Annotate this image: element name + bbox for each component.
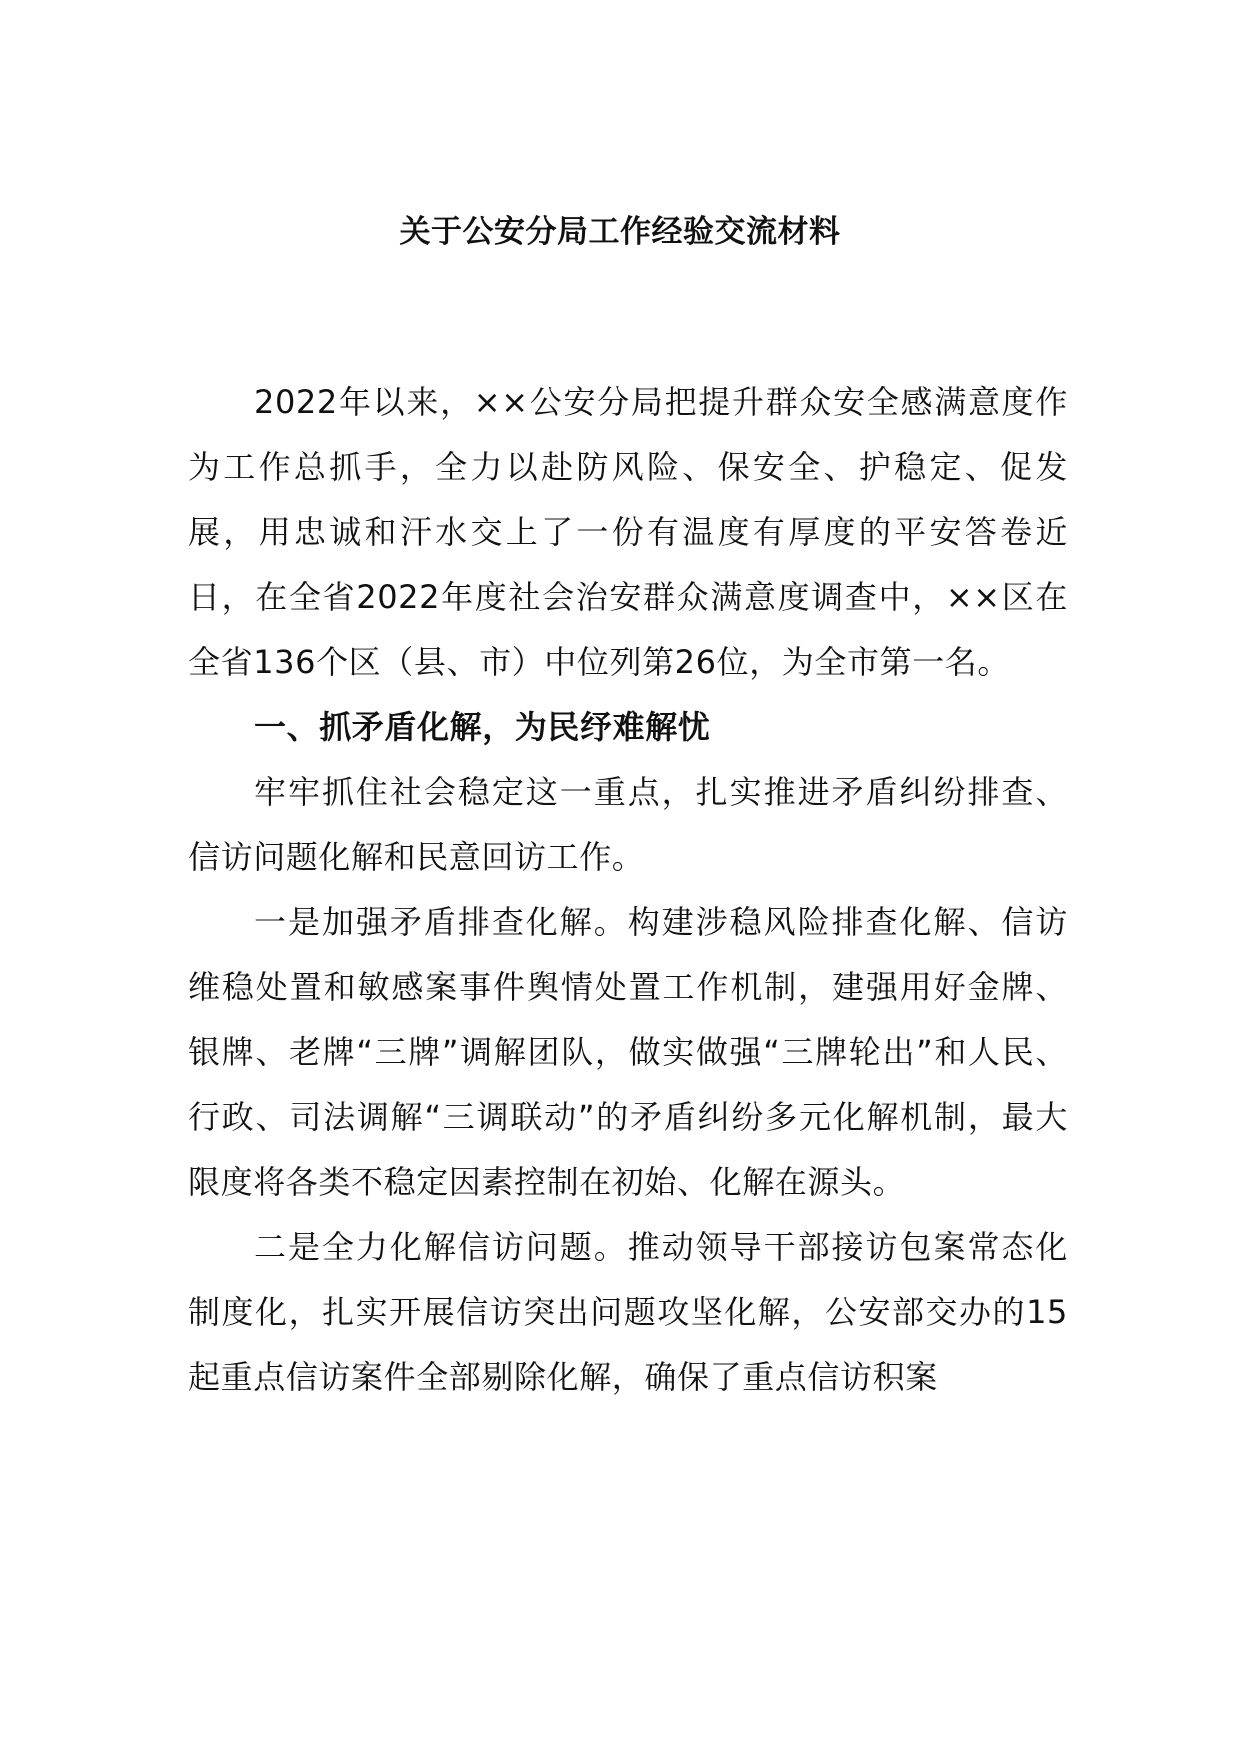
section-1-point-1: 一是加强矛盾排查化解。构建涉稳风险排查化解、信访维稳处置和敏感案事件舆情处置工作机制，建强用好金牌、银牌、老牌“三牌”调解团队，做实做强“三牌轮出”和人民、行政、司法调解“三调联动”的矛盾纠纷多元化解机制，最大限度将各类不稳定因素控制在初始、化解在源头。 [188, 903, 1068, 1201]
document-body [188, 370, 1068, 1410]
section-1-point-2: 二是全力化解信访问题。推动领导干部接访包案常态化制度化，扎实开展信访突出问题攻坚化解，公安部交办的15起重点信访案件全部剔除化解，确保了重点信访积案 [188, 1228, 1068, 1396]
section-heading-1: 一、抓矛盾化解，为民纾难解忧 [254, 708, 711, 746]
section-1-summary: 牢牢抓住社会稳定这一重点，扎实推进矛盾纠纷排查、信访问题化解和民意回访工作。 [188, 773, 1068, 876]
document-title: 关于公安分局工作经验交流材料 [399, 214, 841, 250]
intro-paragraph: 2022年以来，××公安分局把提升群众安全感满意度作为工作总抓手，全力以赴防风险、保安全、护稳定、促发展，用忠诚和汗水交上了一份有温度有厚度的平安答卷近日，在全省2022年度社会治安群众满意度调查中，××区在全省136个区（县、市）中位列第26位，为全市第一名。 [188, 383, 1068, 681]
